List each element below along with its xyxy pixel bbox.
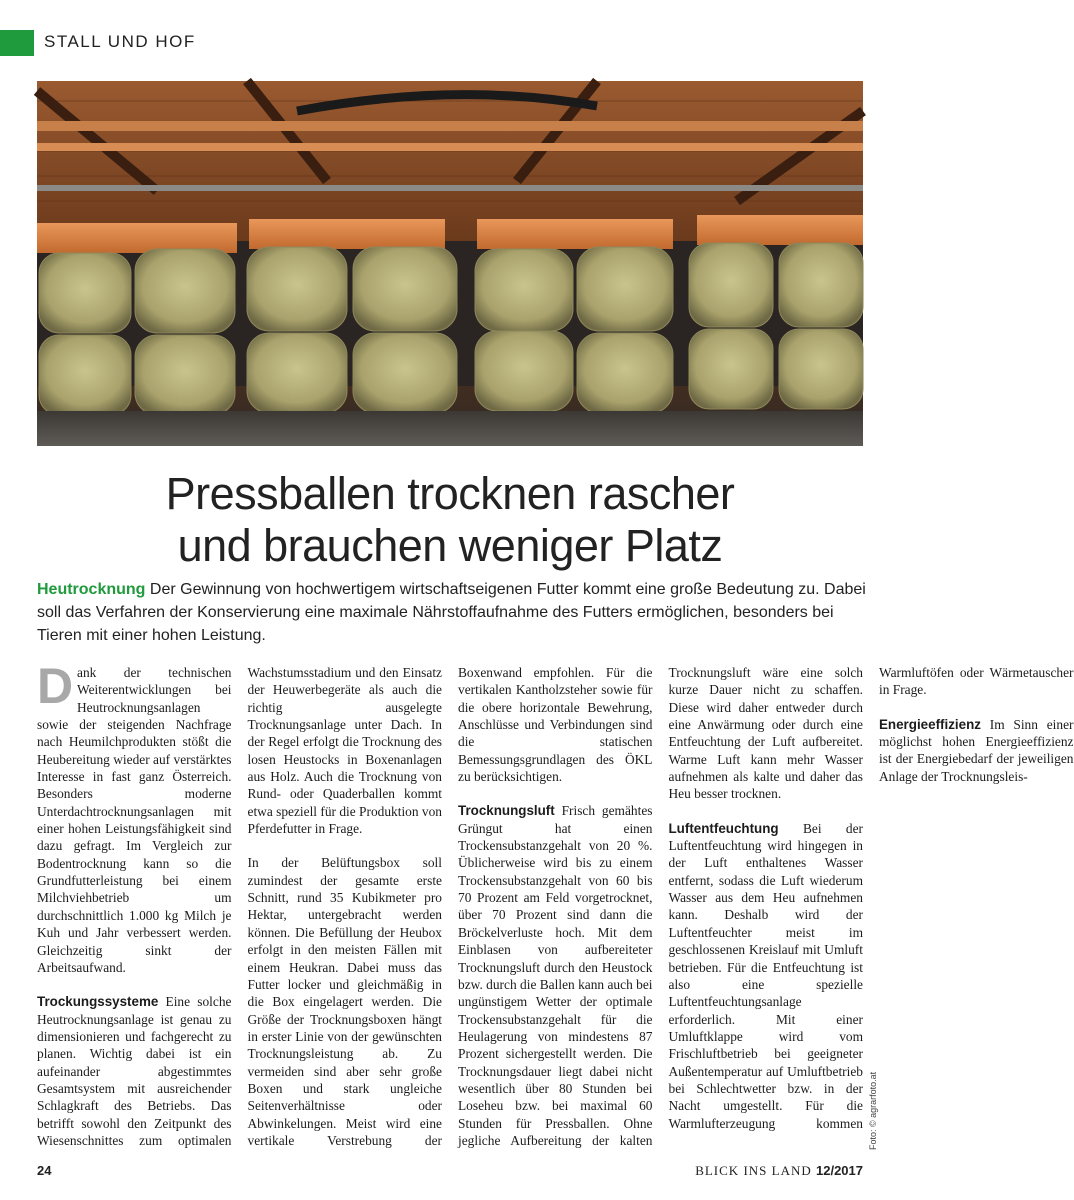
photo-credit: Foto: © agrarfoto.at (868, 1071, 878, 1150)
intro-kicker: Heutrocknung (37, 581, 146, 598)
subheading-trocknungsluft: Trocknungsluft (458, 803, 555, 819)
intro-text: Der Gewinnung von hochwertigem wirtschaftseigenen Futter kommt eine große Bedeutung zu. Dabei soll das Verfahren der Konservierung eine maximale Nährstoffaufnahme des Futters ermöglichen, besonders bei Tieren mit einer hohen Leistung. (37, 581, 866, 644)
body-text-4: Frisch gemähtes Grüngut hat einen Trockensubstanzgehalt von 20 %. Üblicherweise wird bis zu einem Trockensubstanzgehalt von 60 bis 70 Prozent am Feld vorgetrocknet, über 70 Prozent sind dann die Bröckelverluste hoch. Mit dem Einblasen von aufbereiteter Trocknungsluft durch den Heustock bzw. durch die Ballen kann auch bei ungünstigem Wetter der optimale Trockensubstanzgehalt für die Heulagerung von mindestens 87 Prozent sichergestellt werden. Die Trocknungsdauer liegt dabei nicht wesentlich über 80 Stunden bei Loseheu bzw. bei maximal 60 Stunden für Pressballen. Ohne jegliche Aufbereitung der kalten Trocknungsluft wäre eine solch kurze Dauer nicht zu schaffen. Diese wird daher entweder durch eine Anwärmung oder durch eine Entfeuchtung der Luft aufbereitet. Warme Luft kann mehr Wasser aufnehmen als kalte und daher das Heu besser trocknen. (458, 665, 863, 1148)
hay-bales-photo (37, 81, 863, 446)
section-color-marker (0, 30, 34, 56)
headline (40, 468, 860, 572)
page-number: 24 (37, 1163, 52, 1178)
body-text-2: Eine solche Heutrocknungsanlage ist genau zu dimensionieren und fachgerecht zu planen. Wichtig dabei ist ein aufeinander abgestimmtes Gesamtsystem mit ausreichender Schlagkraft des Betriebs. Das betrifft sowohl den Zeitpunkt des Wiesenschnittes zum optimalen Wachstumsstadium und den Einsatz der Heuwerbegeräte als auch die richtig ausgelegte Trocknungsanlage unter Dach. In der Regel erfolgt die Trocknung des losen Heustocks in Boxenanlagen aus Holz. Auch die Trocknung von Rund- oder Quaderballen kommt etwa speziell für die Produktion von Pferdefutter in Frage. (37, 665, 442, 1148)
body-text-6: Im Sinn einer möglichst hohen Energieeffizienz ist der Energiebedarf der jeweiligen Anlage der Trocknungsleis- (879, 716, 1074, 784)
section-label: STALL UND HOF (44, 32, 196, 51)
body-text-3: In der Belüftungsbox soll zumindest der gesamte erste Schnitt, rund 35 Kubikmeter pro Hektar, untergebracht werden können. Die Befüllung der Heubox erfolgt in den meisten Fällen mit einem Heukran. Dabei muss das Futter locker und gleichmäßig in die Box eingelagert werden. Die Größe der Trocknungsboxen hängt in erster Linie von der gewünschten Trocknungsleistung ab. Zu vermeiden sind aber sehr große Boxen und stark ungleiche Seitenverhältnisse oder Abwinkelungen. Meist wird eine vertikale Verstrebung der Boxenwand empfohlen. Für die vertikalen Kantholzsteher sowie für die obere horizontale Bewehrung, Anschlüsse und Verbindungen sind die statischen Bemessungsgrundlagen des ÖKL zu berücksichtigen. (247, 665, 653, 1148)
issue-number: 12/2017 (816, 1163, 863, 1178)
subheading-trockungssysteme: Trockungssysteme (37, 994, 159, 1010)
body-paragraph-1 (37, 658, 232, 976)
body-paragraph-6 (879, 716, 1074, 785)
subheading-luftentfeuchtung: Luftentfeuchtung (668, 820, 779, 836)
body-text-1: ank der technischen Weiterentwicklungen bei Heutrocknungsanlagen sowie der steigenden Nachfrage nach Heumilchprodukten stößt die Heubereitung wieder auf verstärktes Interesse in fast ganz Österreich. Besonders moderne Unterdachtrocknungsanlagen mit einer hohen Leistungsfähigkeit sind dazu gefragt. Im Vergleich zur Bodentrocknung kann so die Grundfutterleistung bei einem Milchviehbetrieb um durchschnittlich 1.000 kg Milch je Kuh und Jahr verbessert werden. Gleichzeitig sinkt der Arbeitsaufwand. (37, 665, 232, 975)
drop-cap: D (37, 658, 74, 714)
magazine-issue (695, 1163, 863, 1179)
body-text-5: Bei der Luftentfeuchtung wird hingegen in der Luft enthaltenes Wasser entfernt, sodass die Luft wiederum Wasser aus dem Heu aufnehmen kann. Deshalb wird der Luftentfeuchter meist im geschlossenen Kreislauf mit Umluft betrieben. Für die Entfeuchtung ist also eine spezielle Luftentfeuchtungsanlage erforderlich. Mit einer Umluftklappe wird vom Frischluftbetrieb bei geeigneter Außentemperatur auf Umluftbetrieb bei Schlechtwetter bzw. in der Nacht umgestellt. Für die Warmlufterzeugung kommen Warmluftöfen oder Wärmetauscher in Frage. (668, 665, 1074, 1131)
headline-line-1: Pressballen trocknen rascher (165, 468, 735, 519)
subheading-energieeffizienz: Energieeffizienz (879, 716, 981, 732)
intro-paragraph (37, 578, 867, 647)
magazine-name: BLICK INS LAND (695, 1163, 812, 1178)
headline-line-2: und brauchen weniger Platz (177, 520, 723, 571)
